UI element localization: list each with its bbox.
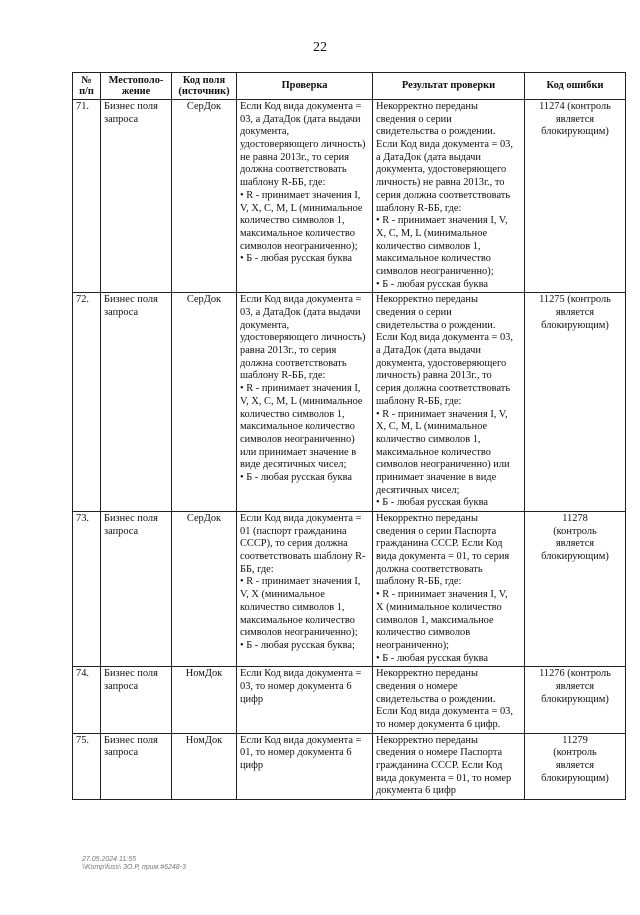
row-error-code-line: блокирующим) [541, 551, 609, 563]
row-check [237, 293, 373, 512]
row-check-line: максимальное количество [240, 227, 355, 239]
header-check: Проверка [237, 73, 373, 100]
row-check-line: 03, то номер документа 6 [240, 680, 352, 692]
table-row [73, 667, 626, 733]
row-error-code-line: является [555, 538, 595, 550]
row-error-code-line: 11274 (контроль [539, 101, 611, 112]
row-check-line: символов неограниченно) [240, 433, 355, 445]
row-check [237, 733, 373, 799]
row-result-line: • R - принимает значения I, V, [376, 408, 508, 420]
row-check-line: Если Код вида документа = [240, 101, 362, 112]
row-error-code [525, 100, 626, 293]
table-row [73, 733, 626, 799]
row-error-code-line: блокирующим) [541, 319, 609, 331]
row-result-line: Некорректно переданы [376, 734, 478, 746]
row-result [373, 667, 525, 733]
row-location: Бизнес поля запроса [101, 293, 172, 512]
row-number: 73. [73, 512, 101, 667]
row-error-code-line: 11276 (контроль [539, 668, 611, 680]
row-result-line: • Б - любая русская буква [376, 497, 488, 509]
row-result-line: документа 6 цифр [376, 785, 456, 797]
row-check-line: СССР), то серия должна [240, 538, 348, 550]
row-check-line: количество символов 1, [240, 408, 345, 420]
row-error-code-line: (контроль [553, 525, 597, 537]
row-result-line: символов неограниченно) или [376, 459, 510, 471]
row-check-line: должна соответствовать [240, 164, 347, 176]
row-check-line: V, X, C, M, L (минимальное [240, 202, 363, 214]
row-check-line: максимальное количество [240, 614, 355, 626]
row-result-line: шаблону R-ББ, где: [376, 576, 462, 588]
row-result-line: должна соответствовать [376, 563, 483, 575]
row-check-line: максимальное количество [240, 421, 355, 433]
row-result-line: то номер документа 6 цифр. [376, 719, 501, 730]
row-result-line: количество символов [376, 627, 471, 639]
row-check-line: равна 2013г., то серия [240, 345, 337, 357]
row-result-line: максимальное количество [376, 253, 491, 265]
row-error-code-line: блокирующим) [541, 126, 609, 138]
row-result-line: личность) равна 2013г., то [376, 370, 492, 382]
row-error-code-line: 11278 [562, 513, 588, 524]
row-check-line: соответствовать шаблону R- [240, 551, 366, 563]
row-field-code: НомДок [172, 733, 237, 799]
footer-path: \\Komp\fuss\ ЗО.Р, прим.#6248-3 [82, 864, 186, 872]
row-error-code [525, 293, 626, 512]
row-result-line: вида документа = 01, то серия [376, 551, 510, 563]
table-row [73, 293, 626, 512]
row-result-line: серия должна соответствовать [376, 383, 511, 395]
row-error-code-line: (контроль [553, 747, 597, 759]
row-check-line: V, X, C, M, L (минимальное [240, 395, 363, 407]
row-error-code-line: блокирующим) [541, 693, 609, 705]
row-result-line: принимает значение в виде [376, 471, 497, 483]
header-location: Местополо-жение [101, 73, 172, 100]
row-result-line: свидетельства о рождении. [376, 126, 496, 138]
row-result-line: Если Код вида документа = 03, [376, 139, 513, 151]
row-error-code-line: 11279 [562, 734, 588, 746]
row-error-code-line: 11275 (контроль [539, 294, 611, 306]
row-result-line: X (минимальное количество [376, 601, 502, 613]
row-check-line: • Б - любая русская буква; [240, 639, 355, 651]
row-result-line: сведения о серии [376, 113, 452, 125]
row-result-line: символов 1, максимальное [376, 614, 494, 626]
row-result-line: символов неограниченно); [376, 265, 494, 277]
row-check [237, 667, 373, 733]
row-check-line: 03, а ДатаДок (дата выдачи [240, 307, 361, 318]
row-check-line: 01, то номер документа 6 [240, 747, 352, 759]
header-num: № п/п [73, 73, 101, 100]
row-result-line: Если Код вида документа = 03, [376, 332, 513, 344]
row-location: Бизнес поля запроса [101, 512, 172, 667]
row-error-code-line: является [555, 113, 595, 125]
row-check-line: цифр [240, 760, 264, 772]
row-check-line: шаблону R-ББ, где: [240, 177, 326, 189]
footer-stamp [82, 856, 186, 873]
row-result-line: документа, удостоверяющего [376, 164, 507, 176]
row-check-line: • Б - любая русская буква [240, 253, 352, 265]
row-result-line: свидетельства о рождении. [376, 319, 496, 331]
row-check-line: символов неограниченно); [240, 627, 358, 639]
row-check [237, 512, 373, 667]
row-result-line: десятичных чисел; [376, 484, 460, 496]
row-check-line: V, X (минимальное [240, 589, 325, 601]
row-result-line: документа, удостоверяющего [376, 357, 507, 369]
row-result-line: сведения о серии Паспорта [376, 525, 497, 537]
row-location: Бизнес поля запроса [101, 733, 172, 799]
row-result [373, 100, 525, 293]
row-field-code: СерДок [172, 100, 237, 293]
row-result-line: Некорректно переданы [376, 668, 478, 680]
row-error-code-line: блокирующим) [541, 772, 609, 784]
row-result-line: сведения о серии [376, 307, 452, 318]
row-field-code: СерДок [172, 293, 237, 512]
row-result [373, 512, 525, 667]
row-check-line: не равна 2013г., то серия [240, 151, 349, 163]
row-result-line: • Б - любая русская буква [376, 278, 488, 290]
row-error-code [525, 512, 626, 667]
row-result-line: неограниченно); [376, 639, 450, 651]
row-field-code: СерДок [172, 512, 237, 667]
row-result-line: сведения о номере [376, 680, 458, 692]
row-check-line: • R - принимает значения I, [240, 189, 361, 201]
row-result-line: серия должна соответствовать [376, 189, 511, 201]
row-number: 72. [73, 293, 101, 512]
row-check-line: удостоверяющего личность) [240, 332, 366, 344]
row-check-line: цифр [240, 693, 264, 705]
row-result-line: Некорректно переданы [376, 101, 478, 112]
row-result-line: шаблону R-ББ, где: [376, 202, 462, 214]
row-check-line: Если Код вида документа = [240, 668, 362, 680]
row-result-line: • R - принимает значения I, V, [376, 215, 508, 227]
row-error-code [525, 667, 626, 733]
row-check-line: удостоверяющего личность) [240, 139, 366, 151]
row-check-line: символов неограниченно); [240, 240, 358, 252]
row-check-line: должна соответствовать [240, 357, 347, 369]
row-result-line: Некорректно переданы [376, 513, 478, 524]
row-check-line: шаблону R-ББ, где: [240, 370, 326, 382]
row-check-line: • Б - любая русская буква [240, 471, 352, 483]
header-field-code: Код поля (источник) [172, 73, 237, 100]
row-check-line: Если Код вида документа = [240, 734, 362, 746]
row-result [373, 293, 525, 512]
row-check-line: • R - принимает значения I, [240, 383, 361, 395]
row-check-line: или принимает значение в [240, 446, 357, 458]
row-result-line: • R - принимает значения I, V, [376, 589, 508, 601]
row-check-line: документа, [240, 126, 290, 138]
page-number: 22 [313, 40, 327, 55]
row-check-line: 01 (паспорт гражданина [240, 525, 347, 537]
row-field-code: НомДок [172, 667, 237, 733]
row-check-line: виде десятичных чисел; [240, 459, 347, 471]
table-row [73, 512, 626, 667]
row-check [237, 100, 373, 293]
row-result-line: количество символов 1, [376, 240, 481, 252]
row-result-line: вида документа = 01, то номер [376, 772, 512, 784]
row-location: Бизнес поля запроса [101, 100, 172, 293]
row-result-line: Если Код вида документа = 03, [376, 706, 513, 718]
table-row [73, 100, 626, 293]
row-number: 71. [73, 100, 101, 293]
header-error-code: Код ошибки [525, 73, 626, 100]
row-check-line: количество символов 1, [240, 601, 345, 613]
row-error-code-line: является [555, 760, 595, 772]
row-result-line: а ДатаДок (дата выдачи [376, 151, 481, 163]
row-number: 74. [73, 667, 101, 733]
row-check-line: количество символов 1, [240, 215, 345, 227]
validation-table [72, 72, 626, 800]
row-result-line: сведения о номере Паспорта [376, 747, 503, 759]
header-result: Результат проверки [373, 73, 525, 100]
row-result-line: • Б - любая русская буква [376, 652, 488, 664]
row-result-line: количество символов 1, [376, 433, 481, 445]
row-check-line: ББ, где: [240, 563, 274, 575]
row-result-line: шаблону R-ББ, где: [376, 395, 462, 407]
row-result-line: личность) не равна 2013г., то [376, 177, 505, 189]
row-result-line: X, C, M, L (минимальное [376, 421, 488, 433]
row-result [373, 733, 525, 799]
row-result-line: максимальное количество [376, 446, 491, 458]
row-error-code [525, 733, 626, 799]
footer-date: 27.05.2024 11:55 [82, 856, 136, 863]
row-result-line: а ДатаДок (дата выдачи [376, 345, 481, 357]
row-result-line: свидетельства о рождении. [376, 693, 496, 705]
row-check-line: 03, а ДатаДок (дата выдачи [240, 113, 361, 125]
row-result-line: Некорректно переданы [376, 294, 478, 306]
row-check-line: Если Код вида документа = [240, 294, 362, 306]
row-error-code-line: является [555, 680, 595, 692]
row-location: Бизнес поля запроса [101, 667, 172, 733]
row-check-line: Если Код вида документа = [240, 513, 362, 524]
row-error-code-line: является [555, 307, 595, 318]
row-check-line: • R - принимает значения I, [240, 576, 361, 588]
row-result-line: X, C, M, L (минимальное [376, 227, 488, 239]
row-result-line: гражданина СССР. Если Код [376, 760, 503, 772]
row-result-line: гражданина СССР. Если Код [376, 538, 503, 550]
row-check-line: документа, [240, 319, 290, 331]
row-number: 75. [73, 733, 101, 799]
